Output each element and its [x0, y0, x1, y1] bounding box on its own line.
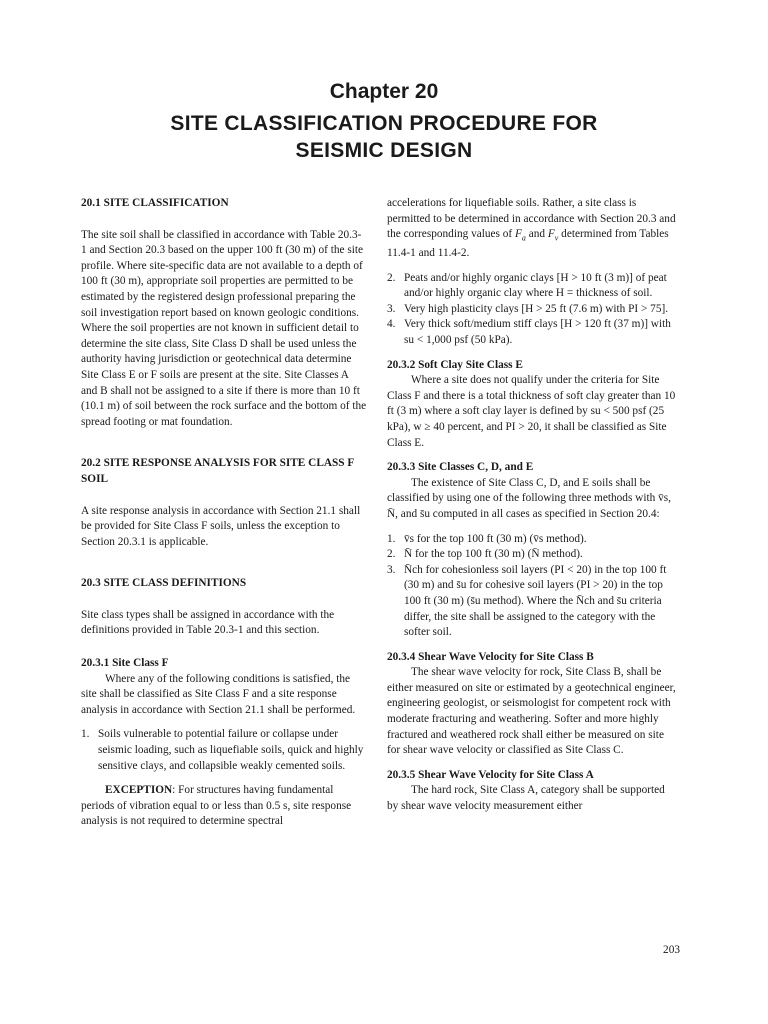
right-column: [387, 196, 677, 815]
chapter-title: [0, 110, 768, 164]
section-20-3-2-body: Where a site does not qualify under the criteria for Site Class F and there is a total thickness of soft clay greater than 10 ft (3 m) where a soft clay layer is defined by su < 500 psf (25 kPa), w ≥ 40 percent, and PI > 20, it shall be classified as Site Class E.: [387, 374, 676, 449]
section-20-3-body: Site class types shall be assigned in accordance with the definitions provided in Table 20.3-1 and this section.: [81, 608, 335, 637]
list-item: [387, 547, 677, 563]
list-item-text: Peats and/or highly organic clays [H > 10 ft (3 m)] of peat and/or highly organic clay where H = thickness of soil.: [404, 271, 667, 300]
left-column: [81, 196, 367, 830]
list-item-text: N̄ for the top 100 ft (30 m) (N̄ method).: [404, 548, 583, 561]
methods-list: [387, 532, 677, 641]
section-20-3-3-body: The existence of Site Class C, D, and E soils shall be classified by using one of the following three methods with v̄s, N̄, and s̄u computed in all cases as specified in Section 20.4:: [387, 476, 671, 520]
section-20-1-body: The site soil shall be classified in accordance with Table 20.3-1 and Section 20.3 based on the upper 100 ft (30 m) of the site profile. Where site-specific data are not available to a depth of 100 ft (30 m), appropriate soil properties are permitted to be estimated by the registered design professional preparing the soil investigation report based on known geologic conditions. Where the soil properties are not known in sufficient detail to determine the site class, Site Class D shall be used unless the authority having jurisdiction or geotechnical data determine Site Class E or F soils are present at the site. Site Classes A and B shall not be assigned to a site if there is more than 10 ft (10.1 m) of soil between the rock surface and the bottom of the spread footing or mat foundation.: [81, 228, 367, 428]
site-class-f-list-continued: [387, 271, 677, 349]
list-item-number: 2.: [387, 271, 396, 284]
chapter-title-line-2: SEISMIC DESIGN: [295, 139, 473, 162]
list-item-number: 1.: [81, 728, 90, 741]
exception-continuation: accelerations for liquefiable soils. Rather, a site class is permitted to be determined in accordance with Section 20.3 and the corresponding values of $F_a$ and $F_v$ determined from Tables 11.4-1 and 11.4-2.: [387, 197, 676, 260]
chapter-label: Chapter 20: [329, 80, 439, 103]
list-item-text: Soils vulnerable to potential failure or collapse under seismic loading, such as liquefiable soils, quick and highly sensitive clays, and collapsible weakly cemented soils.: [98, 728, 364, 772]
exception-label: EXCEPTION: [105, 784, 173, 797]
section-20-2-heading: 20.2 SITE RESPONSE ANALYSIS FOR SITE CLASS F SOIL: [81, 457, 354, 485]
exception-paragraph: [81, 783, 367, 830]
list-item-number: 4.: [387, 318, 396, 331]
chapter-title-line-1: SITE CLASSIFICATION PROCEDURE FOR: [170, 112, 598, 135]
list-item-text: v̄s for the top 100 ft (30 m) (v̄s method).: [404, 532, 587, 545]
section-20-3-3-heading: 20.3.3 Site Classes C, D, and E: [387, 461, 534, 474]
section-20-2-body: A site response analysis in accordance with Section 21.1 shall be provided for Site Class F soils, unless the exception to Section 20.3.1 is applicable.: [81, 504, 361, 548]
list-item-number: 1.: [387, 532, 396, 545]
list-item: [387, 317, 677, 348]
site-class-f-list: [81, 727, 367, 774]
list-item: [387, 563, 677, 641]
list-item-number: 2.: [387, 548, 396, 561]
list-item: [387, 302, 677, 318]
section-20-3-4-body: The shear wave velocity for rock, Site Class B, shall be either measured on site or estimated by a geotechnical engineer, engineering geologist, or seismologist for competent rock with moderate fracturing and weathering. Softer and more highly fractured and weathered rock shall either be measured on site for shear wave velocity or classified as Site Class C.: [387, 666, 676, 757]
list-item-number: 3.: [387, 563, 396, 576]
list-item-number: 3.: [387, 302, 396, 315]
list-item-text: Very thick soft/medium stiff clays [H > 120 ft (37 m)] with su < 1,000 psf (50 kPa).: [404, 318, 671, 346]
list-item: [387, 532, 677, 548]
section-20-3-5-body: The hard rock, Site Class A, category shall be supported by shear wave velocity measurement either: [387, 784, 665, 813]
section-20-3-2-heading: 20.3.2 Soft Clay Site Class E: [387, 358, 523, 371]
section-20-3-heading: 20.3 SITE CLASS DEFINITIONS: [81, 577, 247, 590]
exception-text: : For structures having fundamental periods of vibration equal to or less than 0.5 s, site response analysis is not required to determine spectral: [81, 784, 352, 828]
section-20-3-1-body: Where any of the following conditions is satisfied, the site shall be classified as Site Class F and a site response analysis in accordance with Section 21.1 shall be performed.: [81, 672, 356, 716]
list-item: [387, 271, 677, 302]
list-item-text: Very high plasticity clays [H > 25 ft (7.6 m) with PI > 75].: [404, 302, 669, 315]
section-20-3-1-heading: 20.3.1 Site Class F: [81, 657, 169, 670]
section-20-3-4-heading: 20.3.4 Shear Wave Velocity for Site Class B: [387, 650, 594, 663]
list-item-text: N̄ch for cohesionless soil layers (PI < 20) in the top 100 ft (30 m) and s̄u for cohesive soil layers (PI > 20) in the top 100 ft (30 m) (s̄u method). Where the N̄ch and s̄u criteria differ, the site shall be assigned to the category with the softer soil.: [404, 563, 667, 639]
list-item: [81, 727, 367, 774]
section-20-1-heading: 20.1 SITE CLASSIFICATION: [81, 197, 229, 209]
section-20-3-5-heading: 20.3.5 Shear Wave Velocity for Site Class A: [387, 768, 594, 781]
page-number: 203: [663, 944, 680, 956]
